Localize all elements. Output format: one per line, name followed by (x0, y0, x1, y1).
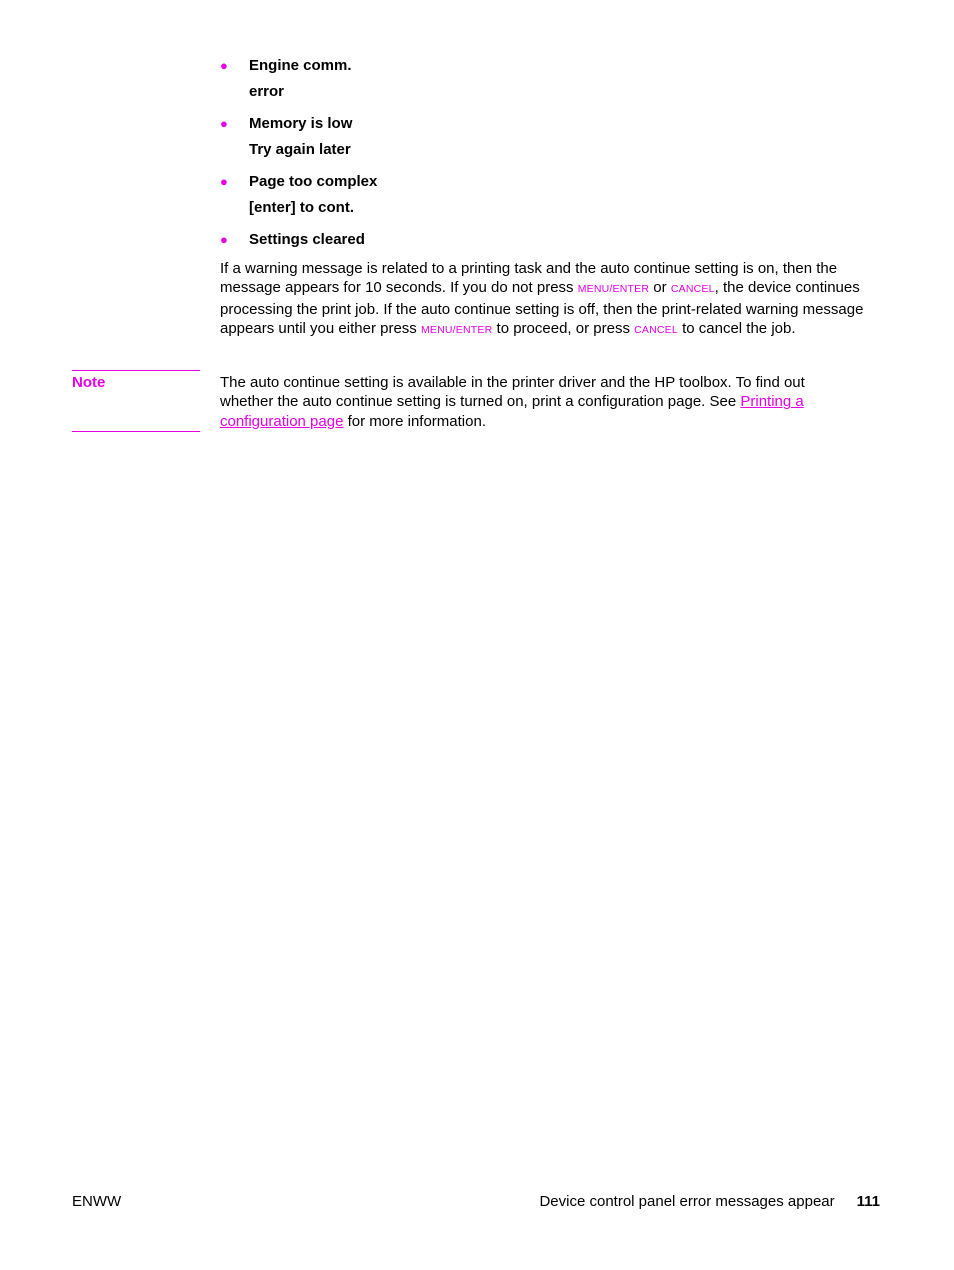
bullet-icon: ● (220, 58, 228, 73)
note-label: Note (72, 374, 106, 391)
message-line-1: Settings cleared (249, 231, 365, 248)
note-text-part: The auto continue setting is available in the printer driver and the HP toolbox. To find out whether the auto continue setting is turned on, print a configuration page. See (220, 374, 805, 411)
cancel-key: CANCEL (670, 283, 715, 296)
paragraph-text: , the device continues processing the print job. If the auto continue setting is off, then the print-related warning message appears until you either press (220, 279, 864, 337)
message-line-2: Try again later (249, 141, 351, 158)
list-item (220, 170, 890, 228)
message-line-2: error (249, 83, 285, 100)
footer-left-label: ENWW (72, 1193, 122, 1210)
page-number: 111 (856, 1193, 880, 1210)
menu-enter-key: MENU/ENTER (420, 323, 493, 336)
warning-paragraph (220, 259, 890, 340)
paragraph-text: to cancel the job. (677, 319, 796, 337)
note-text-part: for more information. (343, 412, 486, 430)
note-bottom-rule (72, 431, 200, 432)
printing-configuration-page-link[interactable]: Printing a configuration page (220, 393, 804, 430)
note-top-rule (72, 370, 200, 371)
list-item (220, 112, 890, 170)
message-line-1: Page too complex (249, 173, 378, 190)
bullet-icon: ● (220, 232, 228, 247)
footer-title: Device control panel error messages appear (539, 1193, 835, 1210)
paragraph-text: If a warning message is related to a printing task and the auto continue setting is on, then the message appears for 10 seconds. If you do not press (220, 260, 838, 297)
paragraph-text: or (649, 279, 671, 297)
note-text (220, 373, 860, 431)
message-line-1: Engine comm. (249, 57, 352, 74)
menu-enter-key: MENU/ENTER (577, 283, 650, 296)
bullet-icon: ● (220, 174, 228, 189)
cancel-key: CANCEL (634, 323, 678, 336)
bullet-icon: ● (220, 116, 228, 131)
message-line-2: [enter] to cont. (249, 199, 354, 216)
message-line-1: Memory is low (249, 115, 353, 132)
list-item (220, 54, 890, 112)
footer-right (539, 1193, 880, 1210)
paragraph-text: to proceed, or press (492, 319, 635, 337)
error-message-list (220, 54, 890, 286)
